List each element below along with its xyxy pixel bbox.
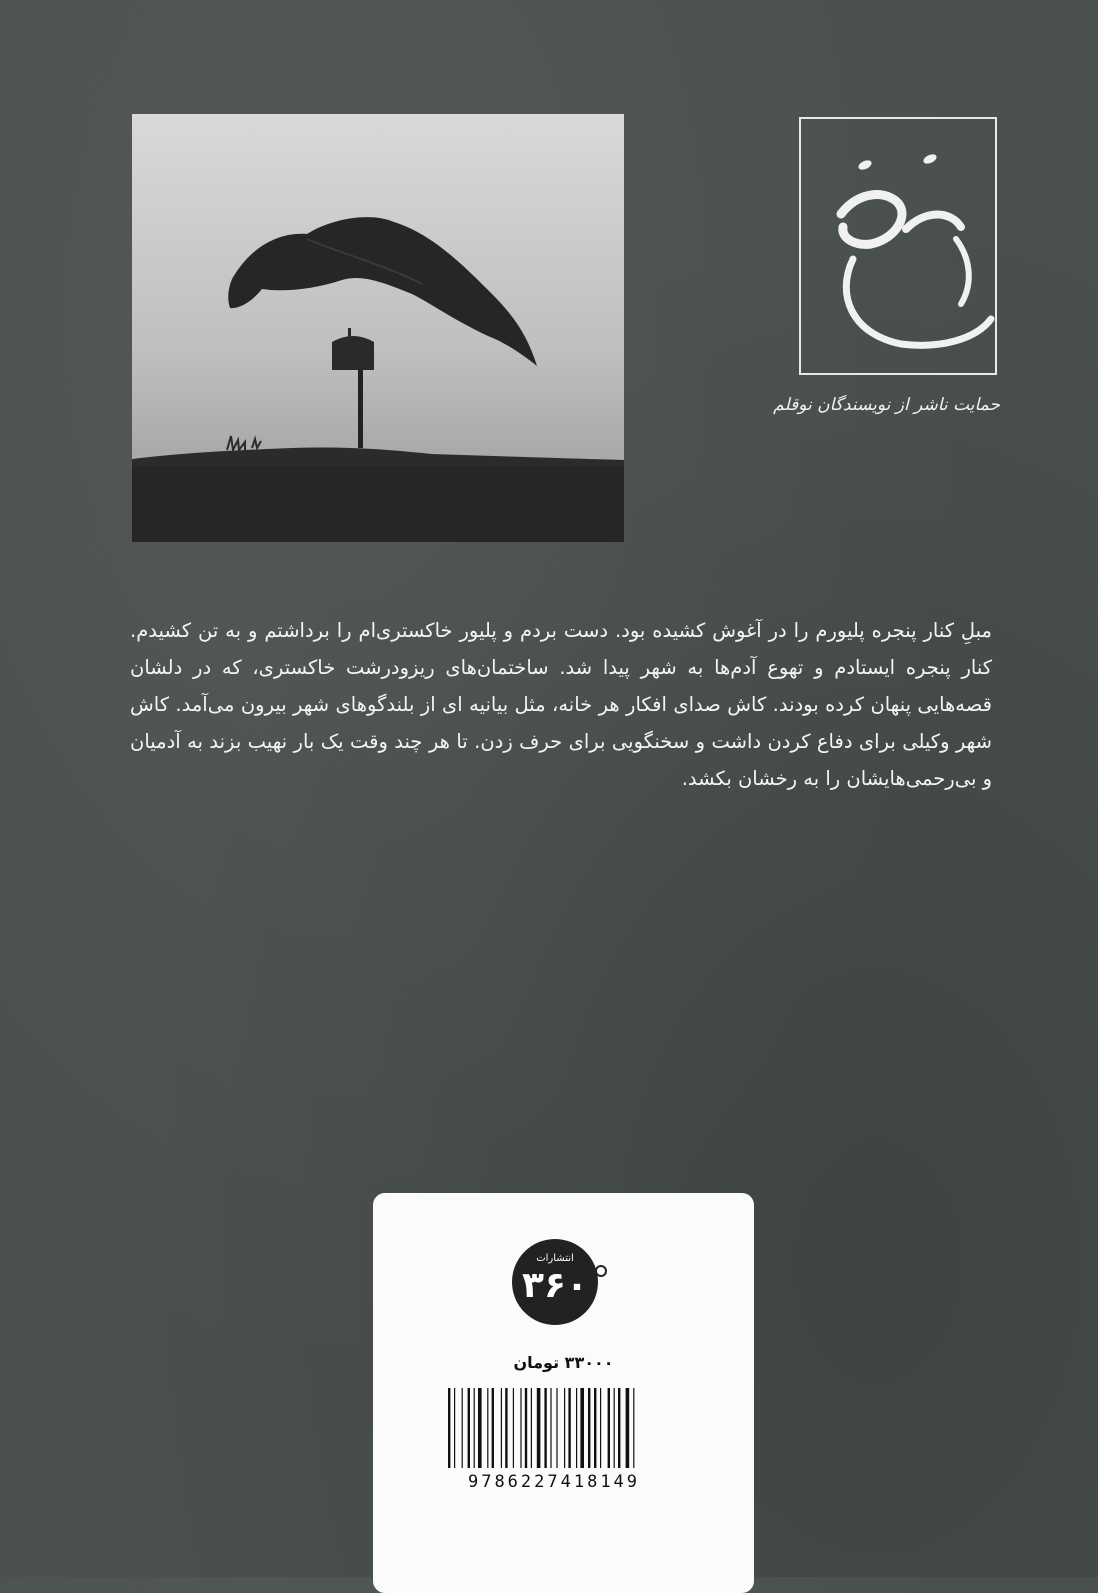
logo-caption: حمایت ناشر از نویسندگان نوقلم xyxy=(773,395,1000,415)
publisher-badge xyxy=(512,1239,598,1325)
photo-illustration xyxy=(132,114,624,542)
price-label: ۳۳۰۰۰ تومان xyxy=(513,1353,614,1372)
price-sticker xyxy=(373,1193,754,1593)
calligraphy-logo-mark xyxy=(801,119,999,377)
back-cover-blurb: مبلِ کنار پنجره پلیورم را در آغوش کشیده بود. دست بردم و پلیور خاکستری‌ام را برداشتم و به تن کشیدم. کنار پنجره ایستادم و تهوع آدم‌ها به شهر پیدا شد. ساختمان‌های ریزودرشت خاکستری، که در دلشان قصه‌هایی پنهان کرده بودند. کاش صدای افکار هر خانه، مثل بیانیه ای از بلندگوهای شهر بیرون می‌آمد. کاش شهر وکیلی برای دفاع کردن داشت و سخنگویی برای حرف زدن. تا هر چند وقت یک بار نهیب بزند به آدمیان و بی‌رحمی‌هایشان را به رخشان بکشد. xyxy=(130,619,992,790)
publisher-number: ۳۶۰ xyxy=(522,1265,588,1306)
isbn-digits: 9786227418149 xyxy=(467,1472,641,1492)
cover-photo xyxy=(132,114,624,542)
barcode-icon xyxy=(446,1388,662,1468)
isbn-barcode xyxy=(446,1388,662,1503)
degree-ring-icon xyxy=(595,1265,607,1277)
publisher-label: انتشارات xyxy=(536,1253,574,1264)
publisher-logo xyxy=(799,117,997,375)
